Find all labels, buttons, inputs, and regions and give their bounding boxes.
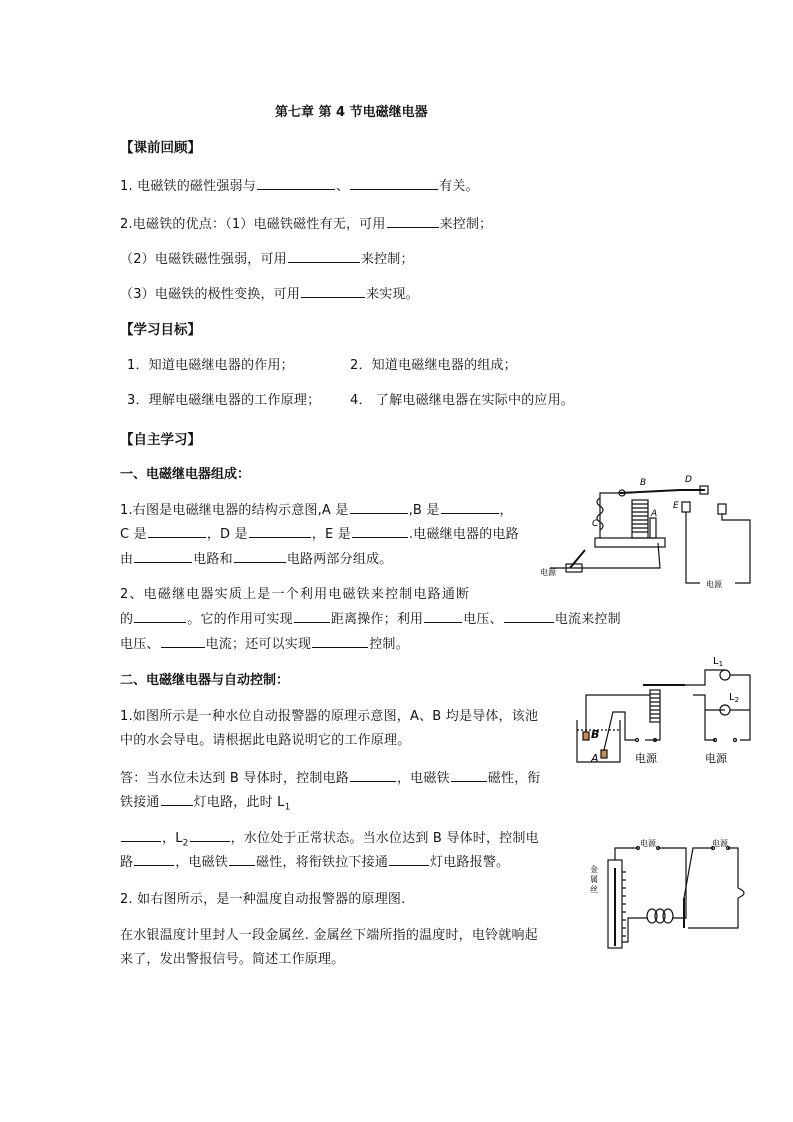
- lamp-l1: [720, 670, 730, 680]
- part2-p2-line2: 在水银温度计里封人一段金属丝. 金属丝下端所指的温度时，电铃就响起: [120, 928, 538, 943]
- review-q3: [120, 248, 414, 267]
- p2-text: 电压、: [120, 637, 160, 652]
- q1-text-a: 1. 电磁铁的磁性强弱与: [120, 179, 256, 194]
- ans-text: 答：当水位未达到 B 导体时，控制电路: [120, 771, 349, 786]
- part1-p2-line1: 2、电磁继电器实质上是一个利用电磁铁来控制电路通断: [120, 587, 471, 602]
- goal-2: 2．知道电磁继电器的组成；: [350, 358, 517, 373]
- p2-text: 电压、: [463, 612, 503, 627]
- ans-text: 路: [120, 855, 134, 870]
- page-title: 第七章 第 4 节电磁继电器: [275, 105, 428, 120]
- post-a: [650, 518, 656, 538]
- answer-blank[interactable]: [229, 851, 255, 866]
- p2-text: 电流；还可以实现: [205, 637, 312, 652]
- answer-blank[interactable]: [504, 608, 554, 623]
- answer-blank[interactable]: [288, 248, 360, 263]
- label-power-right: 电源: [705, 752, 727, 765]
- part1-p1-line3: [120, 548, 392, 567]
- answer-blank[interactable]: [161, 633, 205, 648]
- part2-answer-line2: [120, 791, 291, 813]
- answer-blank[interactable]: [148, 523, 206, 538]
- part1-p1-line2: [120, 523, 519, 542]
- review-q2: [120, 213, 492, 232]
- label-power-right: 电源: [706, 580, 722, 588]
- p2-text: 的: [120, 612, 134, 627]
- q3-text-b: 来控制；: [360, 252, 414, 267]
- answer-blank[interactable]: [451, 767, 487, 782]
- part1-p2-line2: [120, 608, 621, 627]
- electrode-a: [601, 750, 607, 758]
- part1-heading: 一、电磁继电器组成：: [120, 467, 251, 482]
- answer-blank[interactable]: [257, 175, 335, 190]
- p2-text: 。它的作用可实现: [187, 612, 293, 627]
- label-l1: $L_1$: [713, 656, 724, 668]
- p2-text: 距离操作；利用: [330, 612, 424, 627]
- p2-text: 控制。: [369, 637, 409, 652]
- p1-text: 电路和: [193, 552, 233, 567]
- q4-text-b: 来实现。: [366, 287, 419, 302]
- answer-blank[interactable]: [249, 523, 311, 538]
- section-self-study-heading: 【自主学习】: [120, 432, 201, 448]
- p1-text: ，E 是: [311, 527, 351, 542]
- label-l2: $L_2$: [729, 692, 740, 704]
- answer-blank[interactable]: [350, 499, 408, 514]
- review-q4: [120, 283, 419, 302]
- answer-blank[interactable]: [352, 523, 408, 538]
- answer-blank[interactable]: [190, 827, 230, 842]
- answer-blank[interactable]: [134, 608, 186, 623]
- section-goals-heading: 【学习目标】: [120, 322, 201, 338]
- label-power-left: 电源: [540, 568, 556, 577]
- section-review-heading: 【课前回顾】: [120, 140, 201, 156]
- q3-text-a: （2）电磁铁磁性强弱，可用: [120, 252, 287, 267]
- label-metal-2: 属: [590, 875, 598, 884]
- answer-blank[interactable]: [134, 548, 192, 563]
- part2-p1-line2: 中的水会导电。请根据此电路说明它的工作原理。: [120, 733, 411, 748]
- part1-p2-line3: [120, 633, 409, 652]
- ans-text: ，电磁铁: [175, 855, 229, 870]
- ans-text: ，电磁铁: [396, 771, 450, 786]
- ans-text: 铁接通: [120, 795, 160, 810]
- q2-text-b: 来控制；: [439, 217, 493, 232]
- spring-post: [600, 493, 625, 538]
- subscript: 1: [284, 802, 291, 813]
- label-e: E: [673, 501, 679, 511]
- q1-text-c: 有关。: [439, 179, 479, 194]
- p1-text: 电路两部分组成。: [286, 552, 393, 567]
- label-b: B: [640, 478, 647, 488]
- part1-p1-line1: [120, 499, 513, 518]
- subscript: 2: [182, 838, 189, 849]
- answer-blank[interactable]: [312, 633, 368, 648]
- q2-text-a: 2.电磁铁的优点：（1）电磁铁磁性有无，可用: [120, 217, 386, 232]
- p1-text: ，D 是: [206, 527, 248, 542]
- switch: [570, 550, 585, 568]
- label-metal-3: 丝: [590, 885, 598, 894]
- ans-text: 磁性，衔: [487, 771, 541, 786]
- ans-text: 磁性，将衔铁拉下接通: [256, 855, 389, 870]
- relay-structure-diagram: [540, 468, 765, 588]
- p1-text: 1.右图是电磁继电器的结构示意图,A 是: [120, 503, 349, 518]
- part2-p2-line1: 2. 如右图所示，是一种温度自动报警器的原理图.: [120, 892, 406, 907]
- answer-blank[interactable]: [134, 851, 174, 866]
- p1-text: C 是: [120, 527, 147, 542]
- label-power-left: 电源: [640, 839, 656, 848]
- part2-answer-line1: [120, 767, 541, 786]
- q4-text-a: （3）电磁铁的极性变换，可用: [120, 287, 301, 302]
- ans-text: ，L: [162, 831, 183, 846]
- p1-text: 由: [120, 552, 134, 567]
- label-c: C: [592, 519, 599, 529]
- part2-p1-line1: 1.如图所示是一种水位自动报警器的原理示意图，A、B 均是导体，该池: [120, 709, 539, 724]
- label-power-left: 电源: [635, 752, 657, 765]
- answer-blank[interactable]: [234, 548, 286, 563]
- label-power-right: 电源: [712, 839, 728, 848]
- goal-3: 3．理解电磁继电器的工作原理；: [127, 393, 321, 408]
- water-level-alarm-diagram: [565, 650, 765, 768]
- label-d: D: [685, 475, 692, 485]
- answer-blank[interactable]: [387, 213, 439, 228]
- p2-text: 电流来控制: [554, 612, 621, 627]
- goal-4: 4． 了解电磁继电器在实际中的应用。: [350, 393, 575, 408]
- label-b: B: [591, 728, 600, 741]
- answer-blank[interactable]: [424, 608, 462, 623]
- answer-blank[interactable]: [350, 175, 438, 190]
- part2-p2-line3: 来了，发出警报信号。简述工作原理。: [120, 952, 345, 967]
- goal-1: 1．知道电磁继电器的作用；: [127, 358, 294, 373]
- answer-blank[interactable]: [121, 827, 161, 842]
- answer-blank[interactable]: [161, 791, 193, 806]
- label-metal-1: 金: [590, 865, 598, 874]
- armature-b: [620, 490, 680, 493]
- temperature-alarm-diagram: [588, 838, 758, 953]
- answer-blank[interactable]: [301, 283, 365, 298]
- answer-blank[interactable]: [389, 851, 429, 866]
- q1-text-b: 、: [335, 179, 350, 194]
- contact-e: [682, 502, 690, 512]
- bell: [738, 888, 744, 898]
- ans-text: 灯电路，此时 L: [193, 795, 285, 810]
- answer-blank[interactable]: [294, 608, 330, 623]
- answer-blank[interactable]: [441, 499, 499, 514]
- ans-text: 灯电路报警。: [430, 855, 510, 870]
- ans-text: ，水位处于正常状态。当水位达到 B 导体时，控制电: [230, 831, 539, 846]
- answer-blank[interactable]: [350, 767, 396, 782]
- label-a: A: [651, 509, 658, 519]
- relay-base: [595, 538, 665, 547]
- p1-text: .电磁继电器的电路: [408, 527, 519, 542]
- review-q1: [120, 175, 479, 194]
- p1-text: ,B 是: [408, 503, 440, 518]
- part2-answer-line3: [120, 827, 539, 849]
- label-a: A: [591, 752, 599, 765]
- electrode-b: [583, 732, 589, 740]
- part2-heading: 二、电磁继电器与自动控制：: [120, 673, 290, 688]
- part2-answer-line4: [120, 851, 509, 870]
- p1-text: ，: [499, 503, 513, 518]
